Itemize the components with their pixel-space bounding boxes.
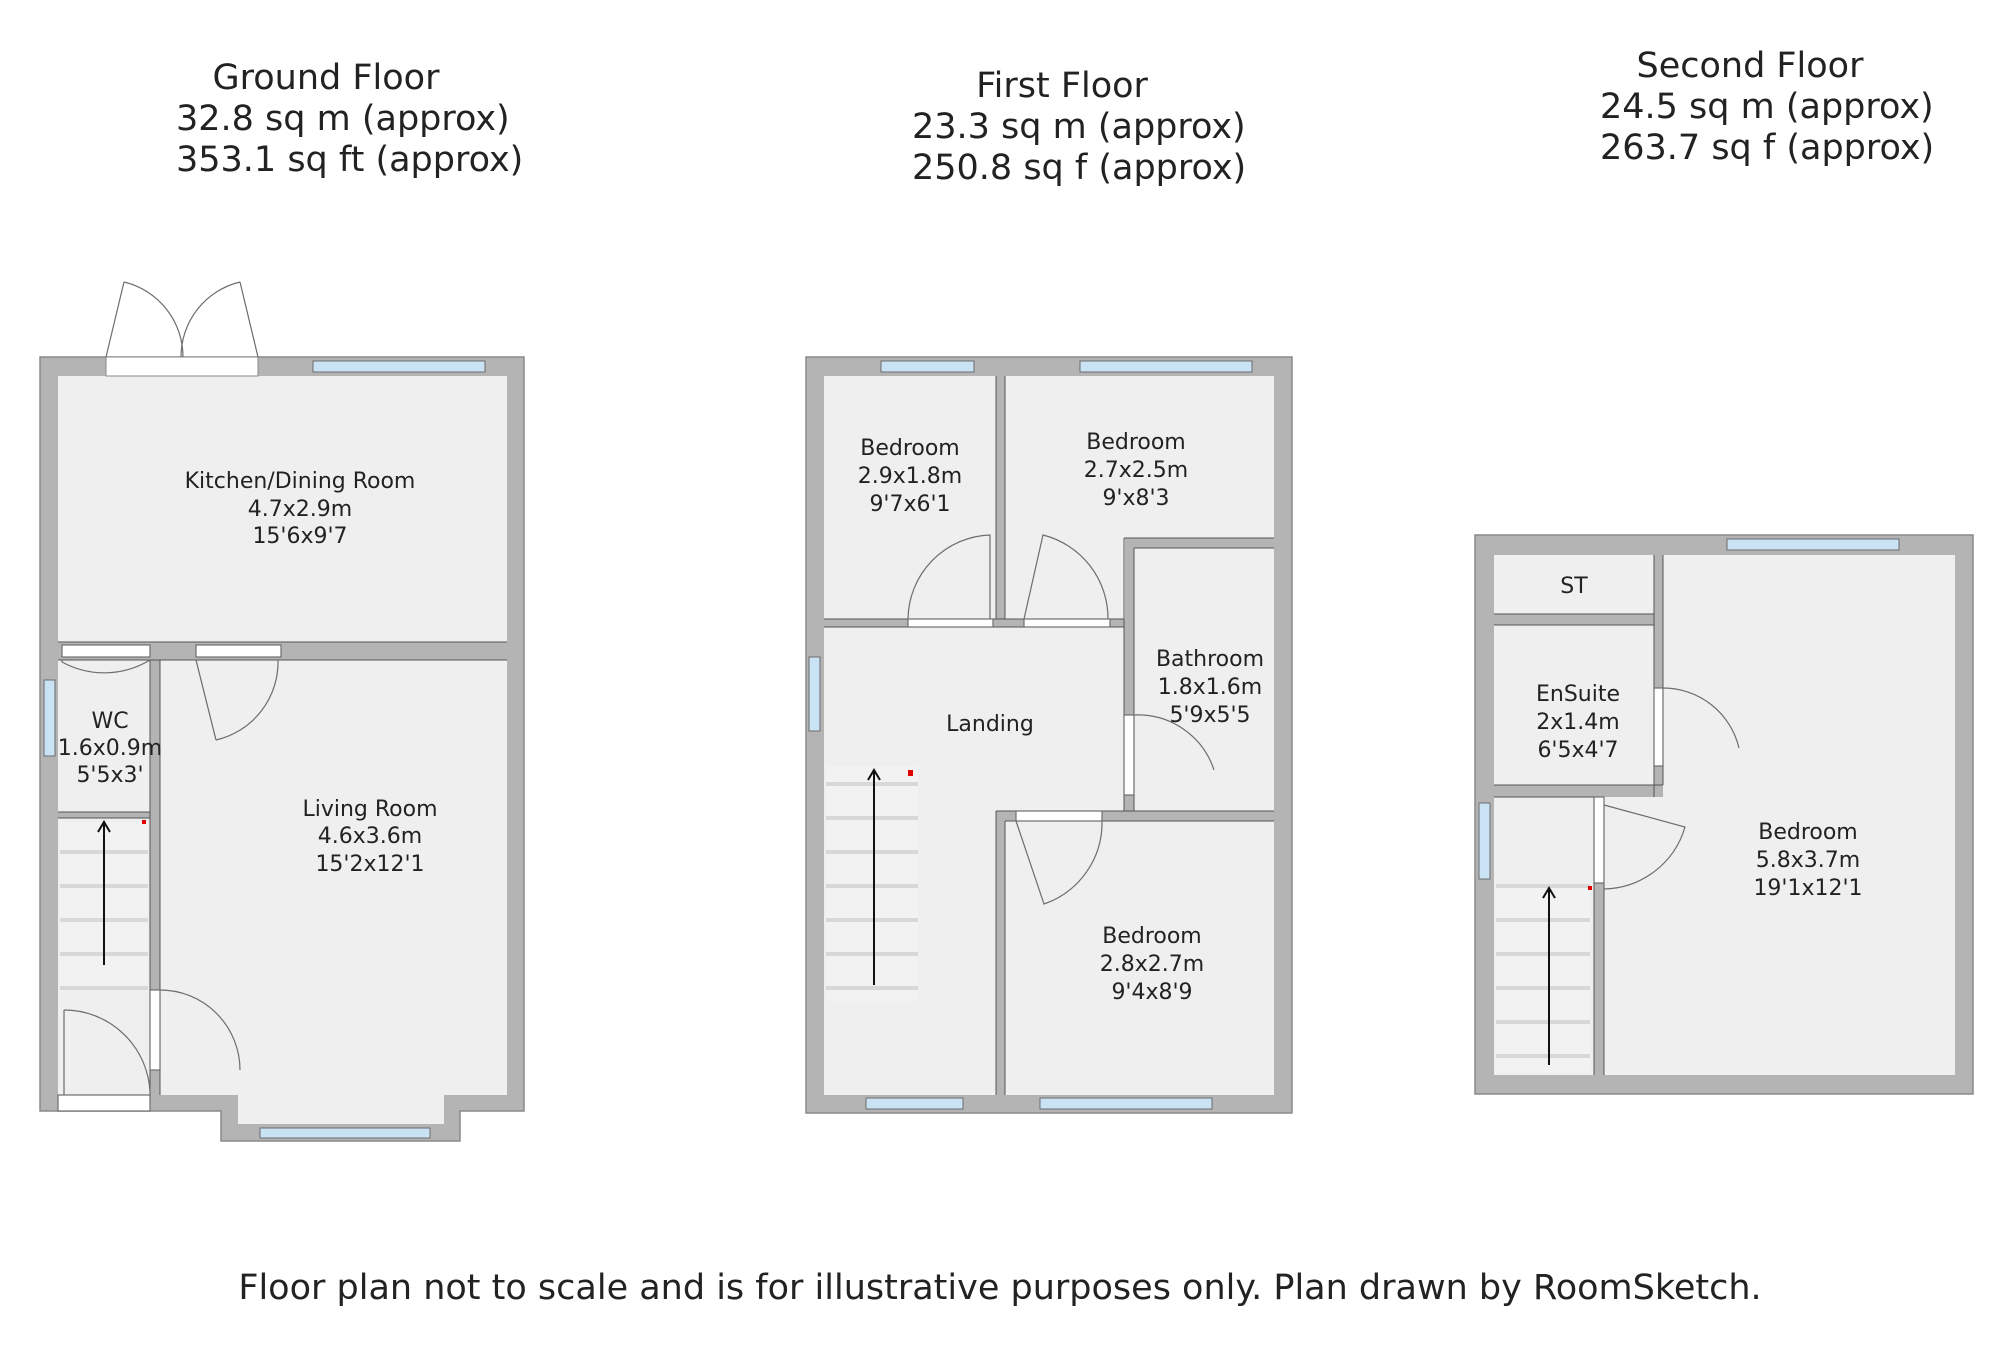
living-metric: 4.6x3.6m	[317, 824, 423, 849]
ground-floor-area-m: 32.8 sq m (approx)	[176, 99, 510, 139]
patio-door-opening	[106, 357, 258, 376]
landing-window-bottom	[866, 1098, 963, 1109]
bedroom-ff2-name: Bedroom	[1086, 430, 1186, 455]
bay-floor	[238, 1094, 444, 1124]
ground-floor-plan	[40, 282, 524, 1141]
first-floor-stairs	[826, 766, 918, 1001]
first-floor-plan	[806, 357, 1292, 1113]
bedroom-ff2-floor	[1005, 376, 1274, 538]
living-name: Living Room	[302, 797, 438, 822]
bedroom-sf-floor-b	[1604, 797, 1663, 1075]
kitchen-window	[313, 361, 485, 372]
bedroom-sf-metric: 5.8x3.7m	[1755, 848, 1861, 873]
landing-window	[809, 657, 820, 731]
bedroom-sf-name: Bedroom	[1758, 820, 1858, 845]
wc-window	[44, 680, 55, 756]
bay-window	[260, 1128, 430, 1138]
second-floor-title: Second Floor	[1636, 46, 1864, 86]
bedroom-ff1-metric: 2.9x1.8m	[857, 464, 963, 489]
bathroom-name: Bathroom	[1155, 647, 1265, 672]
second-floor-plan	[1475, 535, 1973, 1094]
bathroom-metric: 1.8x1.6m	[1157, 675, 1263, 700]
st-name: ST	[1560, 574, 1588, 599]
bedroom-ff1-imperial: 9'7x6'1	[869, 492, 951, 517]
bedroom-sf-floor	[1663, 555, 1955, 1075]
wc-imperial: 5'5x3'	[76, 763, 144, 788]
bedroom-ff1-name: Bedroom	[860, 436, 960, 461]
wc-name: WC	[91, 709, 129, 734]
ensuite-metric: 2x1.4m	[1536, 710, 1620, 735]
bedroom-ff2-window	[1080, 361, 1252, 372]
patio-door-icon	[106, 282, 258, 357]
landing-name: Landing	[946, 712, 1034, 737]
first-floor-area-ft: 250.8 sq f (approx)	[912, 148, 1247, 188]
bathroom-imperial: 5'9x5'5	[1169, 703, 1251, 728]
living-imperial: 15'2x12'1	[315, 852, 425, 877]
ground-floor-title: Ground Floor	[212, 58, 440, 98]
first-floor-area-m: 23.3 sq m (approx)	[912, 107, 1246, 147]
ensuite-imperial: 6'5x4'7	[1537, 738, 1619, 763]
second-floor-area-ft: 263.7 sq f (approx)	[1600, 128, 1935, 168]
bedroom-ff3-window	[1040, 1098, 1212, 1109]
ensuite-name: EnSuite	[1535, 682, 1621, 707]
bedroom-ff1-window	[881, 361, 974, 372]
bedroom-ff3-name: Bedroom	[1102, 924, 1202, 949]
stair-marker	[142, 820, 146, 824]
first-floor-title: First Floor	[976, 66, 1148, 106]
stair-marker	[1588, 886, 1592, 890]
bedroom-ff2-metric: 2.7x2.5m	[1083, 458, 1189, 483]
second-floor-stairs	[1496, 884, 1590, 1073]
bedroom-ff3-metric: 2.8x2.7m	[1099, 952, 1205, 977]
disclaimer-footer: Floor plan not to scale and is for illustrative purposes only. Plan drawn by RoomSketch.	[238, 1268, 1762, 1308]
kitchen-metric: 4.7x2.9m	[247, 497, 353, 522]
bedroom-sf-window	[1727, 539, 1899, 550]
bedroom-sf-imperial: 19'1x12'1	[1753, 876, 1863, 901]
stair-marker	[908, 770, 913, 776]
bedroom-ff2-imperial: 9'x8'3	[1102, 486, 1170, 511]
stair-hall-window	[1479, 803, 1490, 879]
ground-floor-area-ft: 353.1 sq ft (approx)	[176, 140, 524, 180]
bedroom-ff3-imperial: 9'4x8'9	[1111, 980, 1193, 1005]
wc-metric: 1.6x0.9m	[57, 736, 163, 761]
kitchen-name: Kitchen/Dining Room	[184, 469, 416, 494]
kitchen-imperial: 15'6x9'7	[252, 524, 348, 549]
second-floor-area-m: 24.5 sq m (approx)	[1600, 87, 1934, 127]
